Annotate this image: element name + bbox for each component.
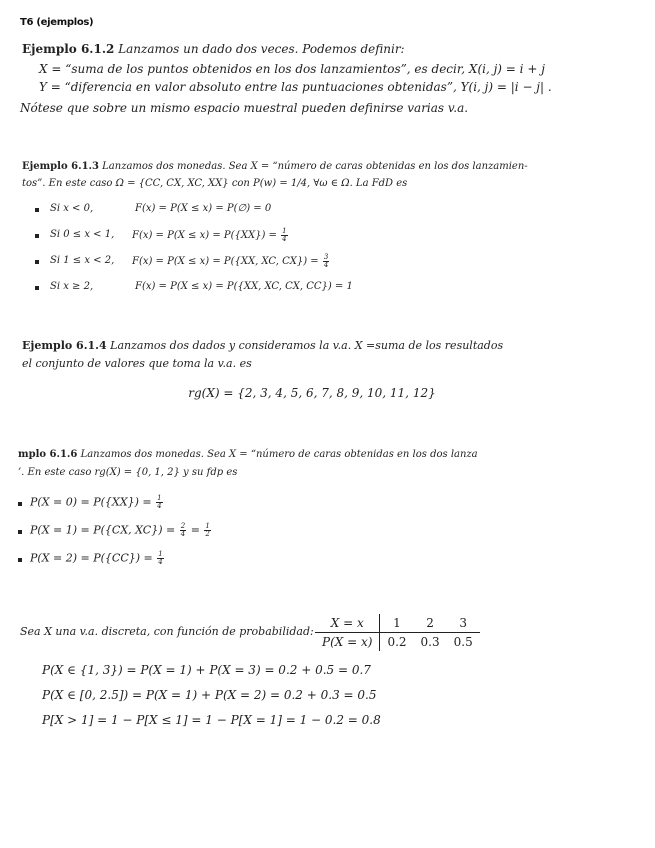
example-text-line2: el conjunto de valores que toma la v.a. es xyxy=(22,357,252,370)
bullet xyxy=(18,502,22,506)
fraction: $\frac{1}{4}$ xyxy=(158,550,163,566)
definition-x: X = “suma de los puntos obtenidos en los dos lanzamientos”, es decir, X(i, j) = i + j xyxy=(39,62,545,76)
table-cell: 0.2 xyxy=(387,635,407,649)
table-cell: 1 xyxy=(380,614,414,633)
table-cell: 0.5 xyxy=(453,635,473,649)
example-intro: Lanzamos un dado dos veces. Podemos definir: xyxy=(118,42,405,56)
example-label: Ejemplo 6.1.2 xyxy=(22,42,115,56)
example-6-1-3 xyxy=(22,162,622,302)
pmf-item: P(X = 0) = P({XX}) = $\frac{1}{4}$ xyxy=(30,494,162,510)
example-label: mplo 6.1.6 xyxy=(18,449,78,460)
example-text-line2: ’. En este caso rg(X) = {0, 1, 2} y su fdp es xyxy=(18,467,238,478)
table-cell: 3 xyxy=(447,614,480,633)
fraction: $\frac{3}{4}$ xyxy=(323,253,329,269)
calc-line-2: P(X ∈ [0, 2.5]) = P(X = 1) + P(X = 2) = 0.2 + 0.3 = 0.5 xyxy=(42,688,377,702)
fraction: $\frac{1}{4}$ xyxy=(157,494,162,510)
probability-table xyxy=(315,614,480,651)
case-expression: F(x) = P(X ≤ x) = P({XX, XC, CX}) = $\frac{3}{4}$ xyxy=(132,253,329,269)
bullet xyxy=(35,234,39,238)
example-text-line1: Lanzamos dos dados y consideramos la v.a. X =suma de los resultados xyxy=(110,339,504,352)
table-cell: 2 xyxy=(414,614,447,633)
fraction: $\frac{2}{4}$ xyxy=(180,522,186,538)
definition-y: Y = “diferencia en valor absoluto entre las puntuaciones obtenidas”, Y(i, j) = |i − j| . xyxy=(39,80,552,94)
example-text-line1: Lanzamos dos monedas. Sea X = “número de caras obtenidas en los dos lanza xyxy=(80,449,478,460)
pmf-item: P(X = 2) = P({CC}) = $\frac{1}{4}$ xyxy=(30,550,163,566)
case-condition: Si x ≥ 2, xyxy=(50,281,94,292)
example-label: Ejemplo 6.1.4 xyxy=(22,339,107,352)
example-text-line2: tos”. En este caso Ω = {CC, CX, XC, XX} con P(w) = 1/4, ∀ω ∈ Ω. La FdD es xyxy=(22,178,408,189)
bullet xyxy=(18,558,22,562)
table-cell: 0.3 xyxy=(420,635,440,649)
example-6-1-2 xyxy=(22,43,622,123)
case-expression: F(x) = P(X ≤ x) = P({XX, XC, CX, CC}) = 1 xyxy=(135,281,353,292)
example-label: Ejemplo 6.1.3 xyxy=(22,161,99,172)
discrete-intro: Sea X una v.a. discreta, con función de probabilidad: xyxy=(20,625,314,638)
table-header-x: X = x xyxy=(315,614,380,633)
bullet xyxy=(18,530,22,534)
table-header-p: P(X = x) xyxy=(315,633,380,652)
range-expression: rg(X) = {2, 3, 4, 5, 6, 7, 8, 9, 10, 11, 12} xyxy=(188,386,436,400)
page-title: T6 (ejemplos) xyxy=(20,17,94,28)
example-text-line1: Lanzamos dos monedas. Sea X = “número de caras obtenidas en los dos lanzamien- xyxy=(102,161,528,172)
case-condition: Si 0 ≤ x < 1, xyxy=(50,229,115,240)
case-condition: Si 1 ≤ x < 2, xyxy=(50,255,115,266)
case-expression: F(x) = P(X ≤ x) = P(∅) = 0 xyxy=(135,203,272,214)
calc-line-3: P[X > 1] = 1 − P[X ≤ 1] = 1 − P[X = 1] = 1 − 0.2 = 0.8 xyxy=(42,713,381,727)
fraction: $\frac{1}{4}$ xyxy=(282,227,287,243)
bullet xyxy=(35,286,39,290)
bullet xyxy=(35,208,39,212)
fraction: $\frac{1}{2}$ xyxy=(205,522,210,538)
example-6-1-4 xyxy=(22,340,622,410)
bullet xyxy=(35,260,39,264)
example-6-1-6 xyxy=(18,450,638,570)
pmf-item: P(X = 1) = P({CX, XC}) = $\frac{2}{4}$ = $\frac{1}{2}$ xyxy=(30,522,210,538)
calc-line-1: P(X ∈ {1, 3}) = P(X = 1) + P(X = 3) = 0.2 + 0.5 = 0.7 xyxy=(42,663,371,677)
case-condition: Si x < 0, xyxy=(50,203,94,214)
case-expression: F(x) = P(X ≤ x) = P({XX}) = $\frac{1}{4}$ xyxy=(132,227,287,243)
example-note: Nótese que sobre un mismo espacio muestral pueden definirse varias v.a. xyxy=(20,101,469,115)
